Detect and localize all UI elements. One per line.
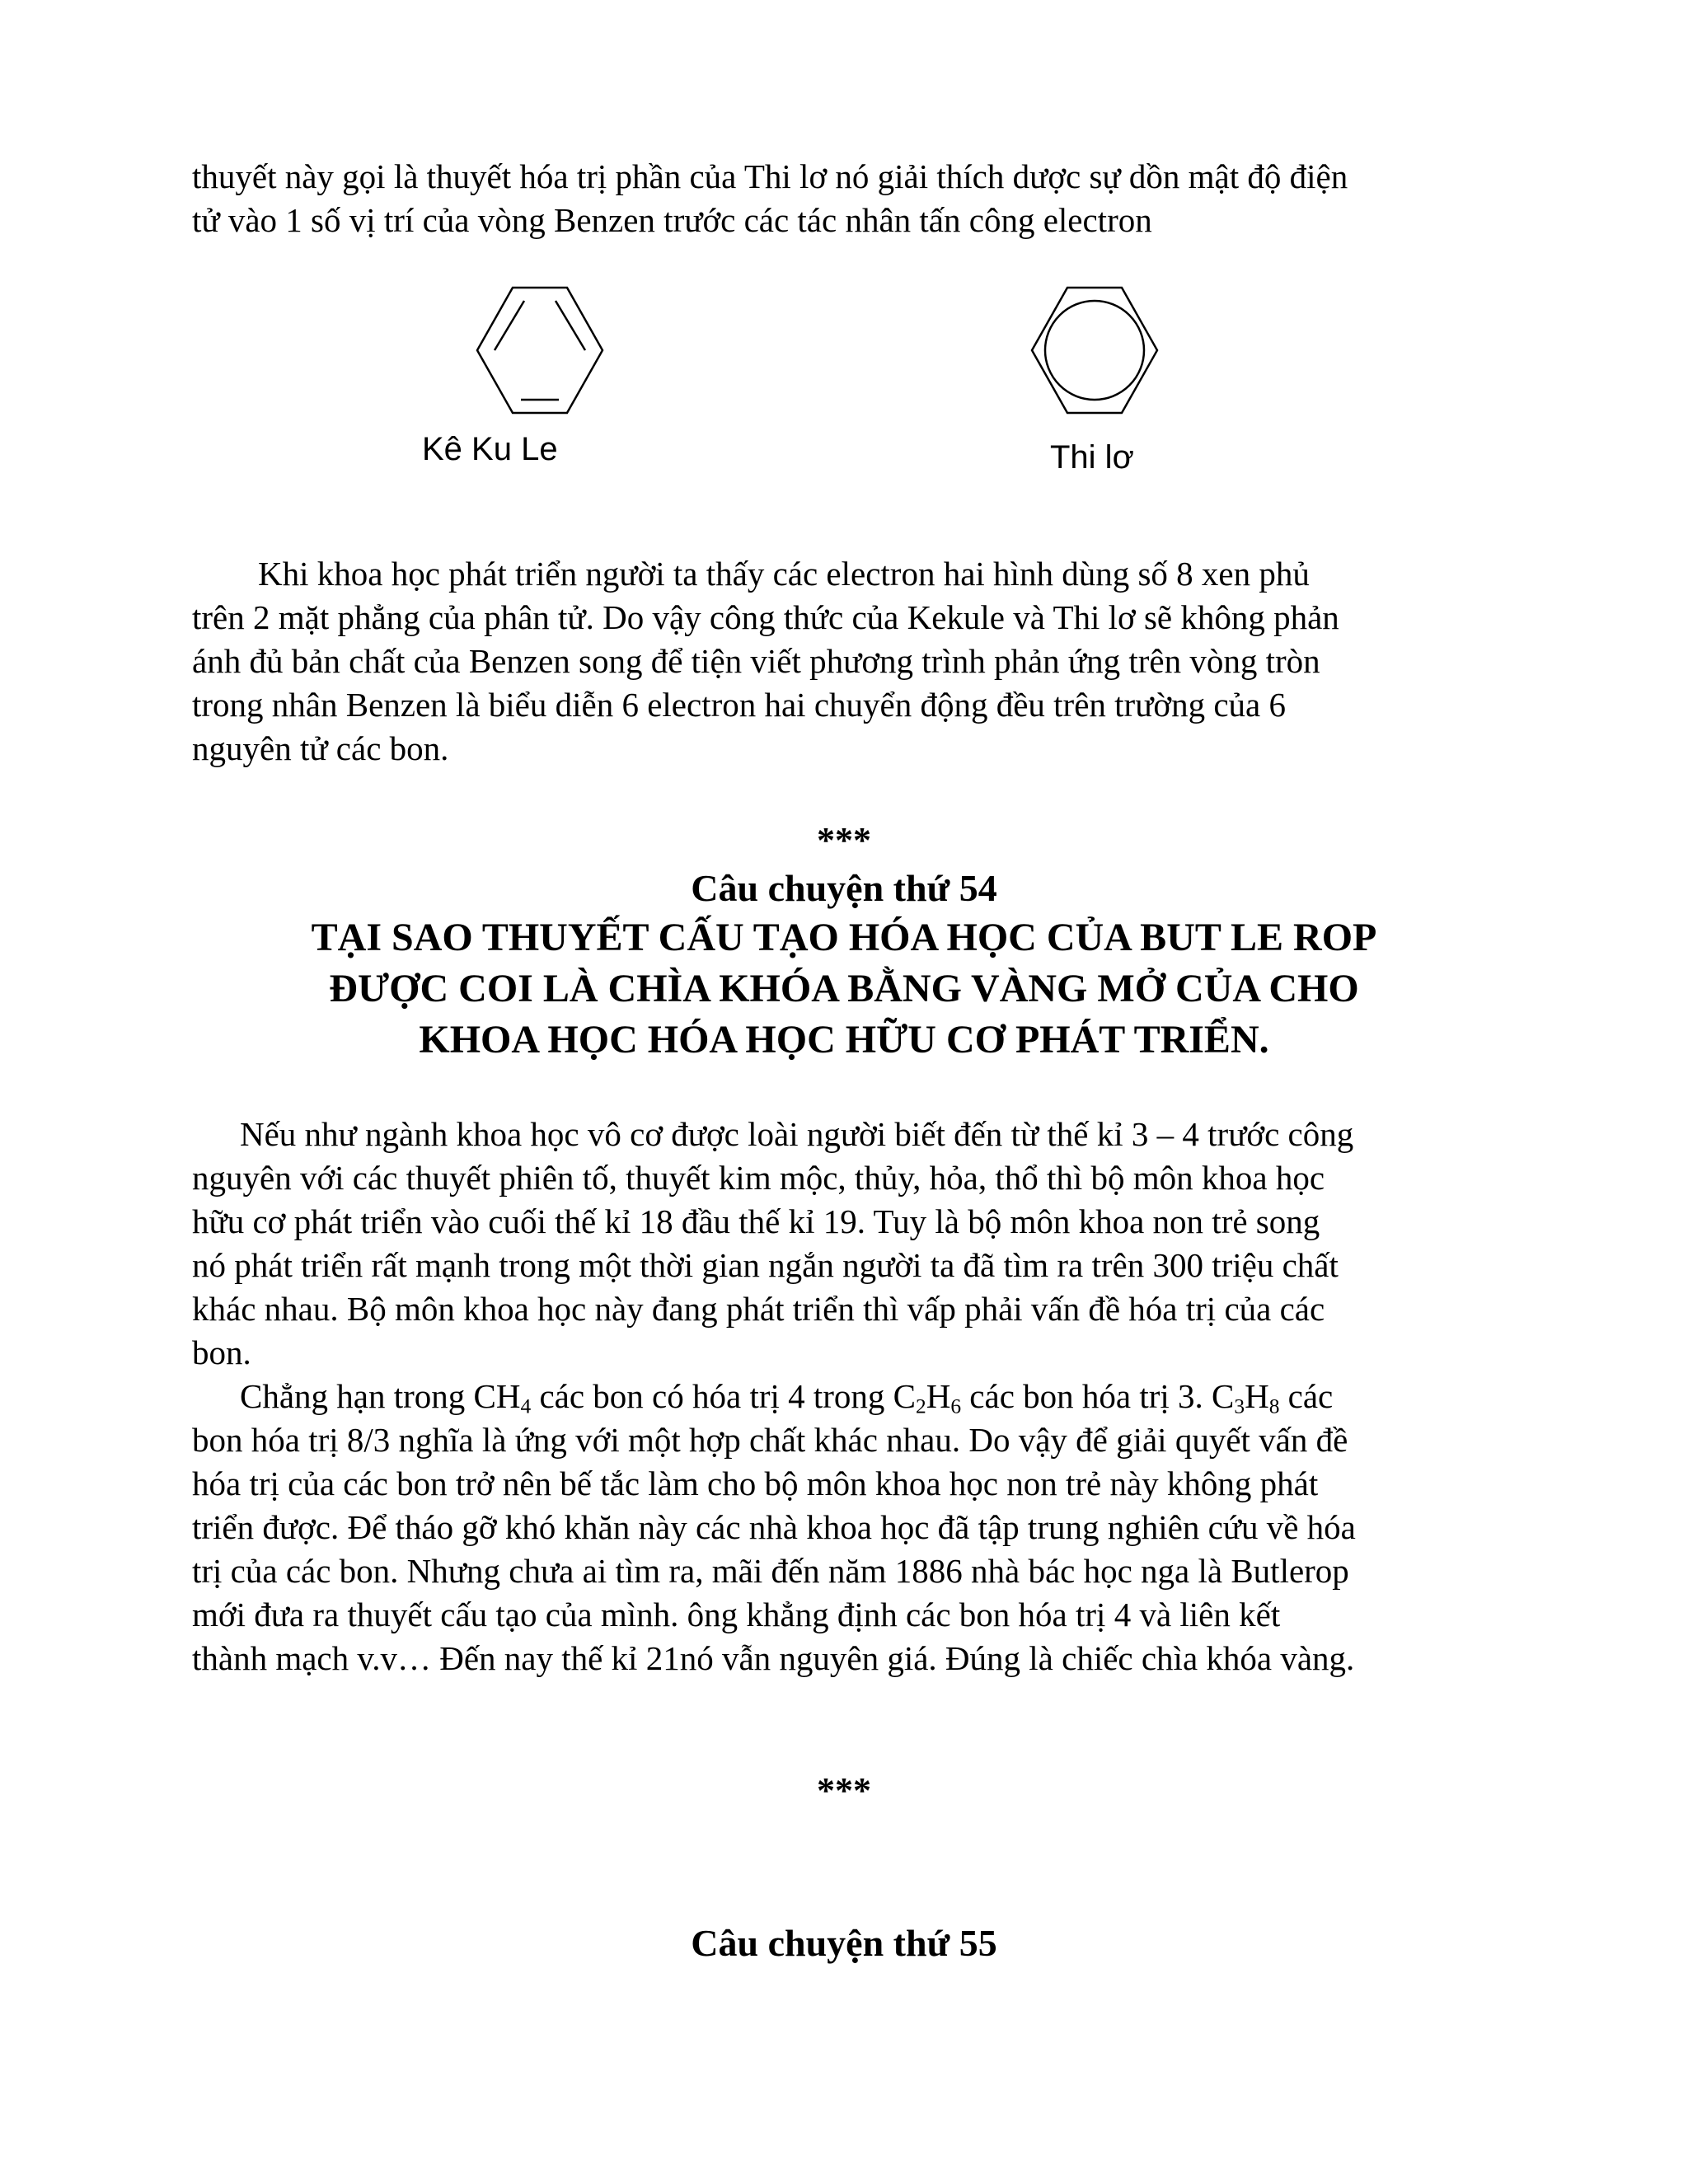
- heading-line: ĐƯỢC COI LÀ CHÌA KHÓA BẰNG VÀNG MỞ CỦA CHO: [329, 967, 1359, 1010]
- text-line: Khi khoa học phát triển người ta thấy các electron hai hình dùng số 8 xen phủ: [258, 555, 1310, 593]
- text-line: ánh đủ bản chất của Benzen song để tiện viết phương trình phản ứng trên vòng tròn: [192, 642, 1320, 680]
- text-line: trong nhân Benzen là biểu diễn 6 electron hai chuyển động đều trên trường của 6: [192, 686, 1286, 724]
- story-54-paragraph-1: [192, 1113, 1527, 1375]
- text-line: nó phát triển rất mạnh trong một thời gian ngắn người ta đã tìm ra trên 300 triệu chất: [192, 1246, 1339, 1284]
- kekule-benzene-structure: [462, 284, 618, 416]
- text-line: bon hóa trị 8/3 nghĩa là ứng với một hợp chất khác nhau. Do vậy để giải quyết vấn đề: [192, 1421, 1348, 1459]
- text-line: mới đưa ra thuyết cấu tạo của mình. ông khẳng định các bon hóa trị 4 và liên kết: [192, 1596, 1281, 1633]
- text-line: thuyết này gọi là thuyết hóa trị phần của Thi lơ nó giải thích dược sự dồn mật độ điện: [192, 157, 1348, 195]
- section-separator: ***: [817, 820, 871, 860]
- thiele-label: Thi lơ: [1050, 439, 1134, 476]
- text-line: thành mạch v.v… Đến nay thế kỉ 21nó vẫn nguyên giá. Đúng là chiếc chìa khóa vàng.: [192, 1639, 1355, 1677]
- text-line: khác nhau. Bộ môn khoa học này đang phát triển thì vấp phải vấn đề hóa trị của các: [192, 1290, 1325, 1328]
- story-54-paragraph-2: [192, 1375, 1527, 1680]
- text-line: bon.: [192, 1333, 251, 1371]
- section-separator: ***: [817, 1770, 871, 1811]
- kekule-label: Kê Ku Le: [422, 431, 558, 467]
- story-55-title: Câu chuyện thứ 55: [691, 1922, 997, 1964]
- text-line: trị của các bon. Nhưng chưa ai tìm ra, mãi đến năm 1886 nhà bác học nga là Butlerop: [192, 1552, 1349, 1590]
- intro-paragraph: [192, 155, 1527, 242]
- text-line: trên 2 mặt phẳng của phân tử. Do vậy công thức của Kekule và Thi lơ sẽ không phản: [192, 598, 1339, 636]
- electron-paragraph: [192, 552, 1527, 771]
- heading-line: KHOA HỌC HÓA HỌC HỮU CƠ PHÁT TRIỂN.: [419, 1018, 1269, 1062]
- text-line-formulas: Chẳng hạn trong $CH_4$ các bon có hóa trị 4 trong $C_2H_6$ các bon hóa trị 3. $C_3H_8$ các: [240, 1377, 1334, 1418]
- text-line: nguyên với các thuyết phiên tố, thuyết kim mộc, thủy, hỏa, thổ thì bộ môn khoa học: [192, 1159, 1325, 1197]
- thiele-benzene-structure: [1016, 284, 1173, 416]
- story-54-title: Câu chuyện thứ 54: [691, 867, 997, 909]
- text-line: nguyên tử các bon.: [192, 729, 449, 767]
- text-line: triển được. Để tháo gỡ khó khăn này các nhà khoa học đã tập trung nghiên cứu về hóa: [192, 1508, 1356, 1546]
- text-line: Nếu như ngành khoa học vô cơ được loài người biết đến từ thế kỉ 3 – 4 trước công: [240, 1115, 1354, 1153]
- text-line: tử vào 1 số vị trí của vòng Benzen trước các tác nhân tấn công electron: [192, 201, 1152, 239]
- text-line: hữu cơ phát triển vào cuối thế kỉ 18 đầu thế kỉ 19. Tuy là bộ môn khoa non trẻ song: [192, 1202, 1320, 1240]
- heading-line: TẠI SAO THUYẾT CẤU TẠO HÓA HỌC CỦA BUT LE ROP: [311, 916, 1377, 959]
- text-line: hóa trị của các bon trở nên bế tắc làm cho bộ môn khoa học non trẻ này không phát: [192, 1465, 1319, 1502]
- story-54-heading: [0, 912, 1688, 1066]
